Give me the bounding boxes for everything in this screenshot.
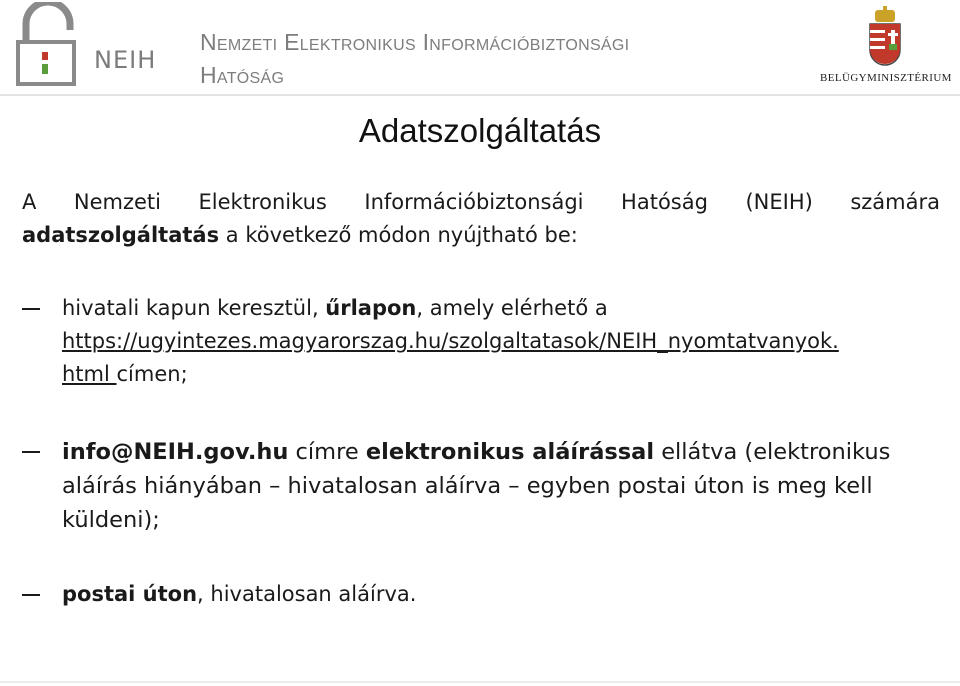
email-address[interactable]: info@NEIH.gov.hu (62, 439, 289, 465)
bullet3-bold: postai úton (62, 582, 198, 606)
bullet2-mid1: címre (288, 439, 366, 465)
list-item (22, 435, 940, 537)
coat-of-arms-icon (820, 6, 950, 72)
neih-logo (12, 2, 157, 86)
ministry-logo (820, 6, 950, 90)
agency-name (200, 26, 800, 92)
bullet1-post: címen; (116, 362, 188, 386)
page-header (0, 0, 960, 96)
list-item (22, 578, 940, 611)
ministry-name: BELÜGYMINISZTÉRIUM (820, 72, 952, 84)
intro-line1: A Nemzeti Elektronikus Információbiztonsági Hatóság (NEIH) számára (22, 190, 940, 214)
header-divider (0, 94, 960, 96)
bullet2-mid2: ellátva (elektronikus aláírás hiányában – hivatalosan aláírva – egyben postai úton is meg kell küldeni); (62, 439, 891, 533)
footer-divider (0, 681, 960, 683)
list-item-text (62, 292, 940, 391)
bullet1-mid: , amely elérhető a (416, 296, 608, 320)
agency-name-line1: Nemzeti Elektronikus Információbiztonsági (200, 29, 630, 55)
intro-paragraph (22, 186, 940, 252)
list-item-text (62, 578, 940, 611)
form-link-part2: html (62, 362, 117, 386)
bullet1-pre: hivatali kapun keresztül, (62, 296, 326, 320)
dash-bullet (22, 308, 40, 310)
list-item (22, 292, 940, 391)
bullet3-rest: , hivatalosan aláírva. (197, 582, 417, 606)
agency-name-line2: Hatóság (200, 62, 285, 88)
list-item-text (62, 435, 940, 537)
intro-rest: a következő módon nyújtható be: (219, 223, 578, 247)
form-link-part1: https://ugyintezes.magyarorszag.hu/szolgaltatasok/NEIH_nyomtatvanyok. (62, 329, 839, 353)
page-title: Adatszolgáltatás (358, 112, 602, 149)
logo-text: NEIH (94, 46, 157, 74)
bullet2-bold: elektronikus aláírással (365, 439, 655, 465)
bullet1-bold: űrlapon (325, 296, 417, 320)
dash-bullet (22, 594, 40, 596)
intro-bold: adatszolgáltatás (22, 223, 220, 247)
dash-bullet (22, 451, 40, 453)
